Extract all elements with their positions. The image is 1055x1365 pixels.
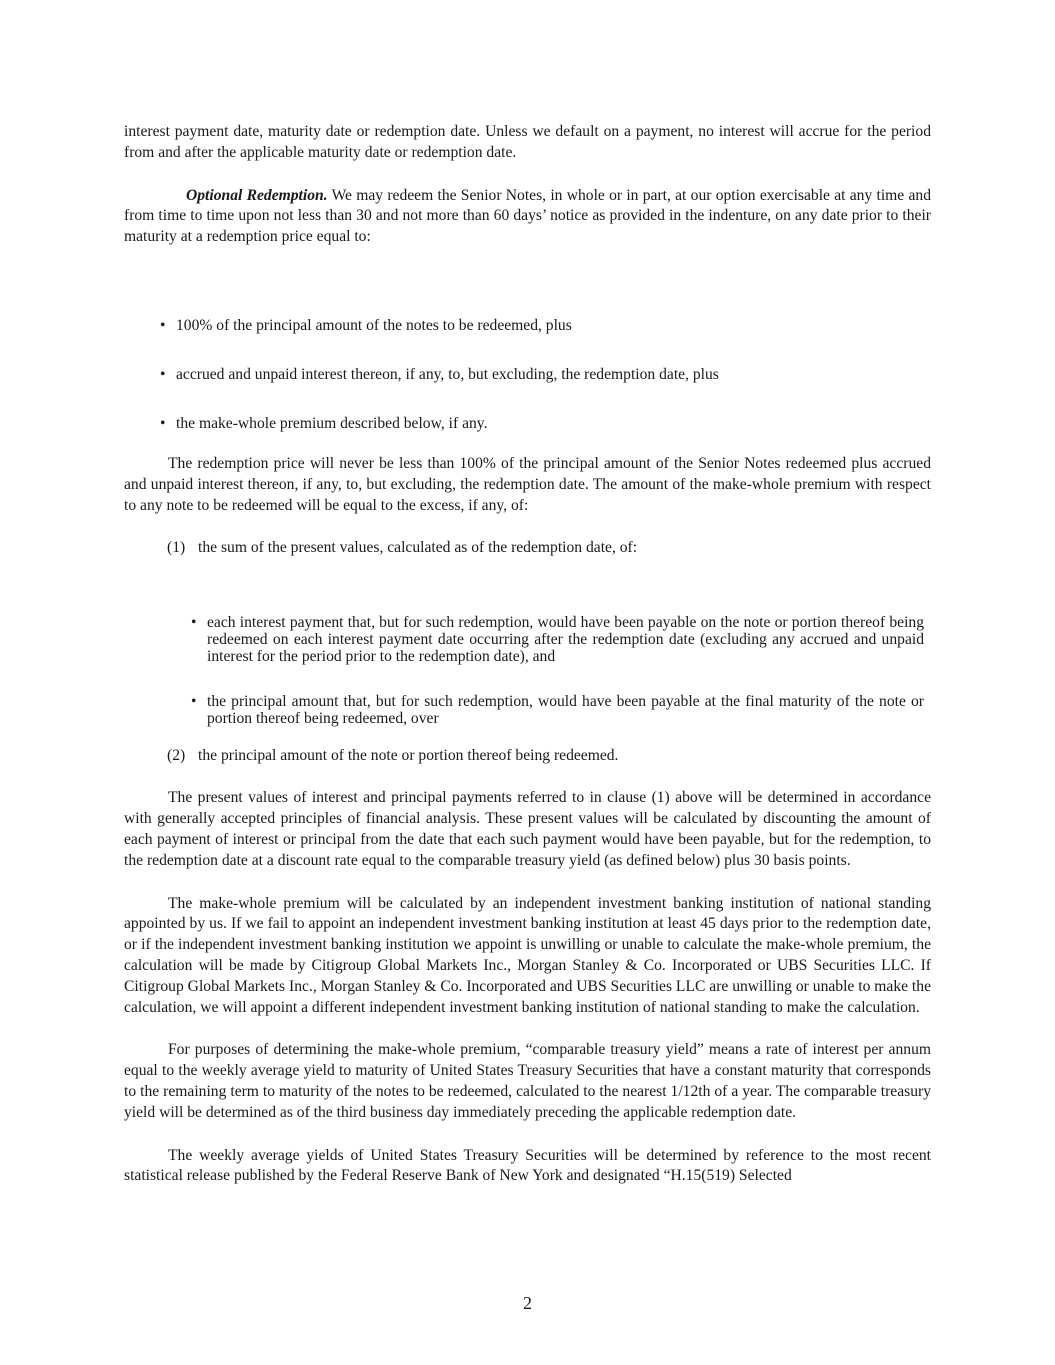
present-values-paragraph: The present values of interest and principal payments referred to in clause (1) above will be determined in accordance with generally accepted principles of financial analysis. These present values will be calculated by discounting the amount of each payment of interest or principal from the date that each such payment would have been payable, but for the redemption, to the redemption date at a discount rate equal to the comparable treasury yield (as defined below) plus 30 basis points. [124,789,931,869]
list-item-text: 100% of the principal amount of the notes to be redeemed, plus [176,316,572,334]
clause-text: the principal amount of the note or portion thereof being redeemed. [198,746,619,764]
bullet-marker: • [160,414,166,432]
weekly-yields-paragraph: The weekly average yields of United States Treasury Securities will be determined by reference to the most recent statistical release published by the Federal Reserve Bank of New York and designated “H.15(519) Selected [124,1146,931,1185]
list-item [124,414,931,435]
bullet-marker: • [191,693,197,711]
list-item-text: each interest payment that, but for such redemption, would have been payable on the note or portion thereof being redeemed on each interest payment date occurring after the redemption date (excluding any accrued and unpaid interest for the period prior to the redemption date), and [207,613,924,665]
bullet-marker: • [160,365,166,383]
clause-1-list [124,614,931,728]
list-item-text: the make-whole premium described below, if any. [176,414,488,432]
make-whole-paragraph: The make-whole premium will be calculated by an independent investment banking institution of national standing appointed by us. If we fail to appoint an independent investment banking institution at least 45 days prior to the redemption date, or if the independent investment banking institution we appoint is unwilling or unable to calculate the make-whole premium, the calculation will be made by Citigroup Global Markets Inc., Morgan Stanley & Co. Incorporated or UBS Securities LLC. If Citigroup Global Markets Inc., Morgan Stanley & Co. Incorporated and UBS Securities LLC are unwilling or unable to make the calculation, we will appoint a different independent investment banking institution of national standing to make the calculation. [124,894,931,1016]
list-item-text: the principal amount that, but for such redemption, would have been payable at the final maturity of the note or portion thereof being redeemed, over [207,693,924,728]
redemption-price-paragraph: The redemption price will never be less than 100% of the principal amount of the Senior Notes redeemed plus accrued and unpaid interest thereon, if any, to, but excluding, the redemption date. The amount of the make-whole premium with respect to any note to be redeemed will be equal to the excess, if any, of: [124,455,931,514]
bullet-marker: • [191,613,197,631]
list-item [124,316,931,337]
optional-redemption-paragraph [124,186,931,248]
list-item-text: accrued and unpaid interest thereon, if any, to, but excluding, the redemption date, plus [176,365,719,383]
list-item [124,614,924,666]
treasury-yield-paragraph: For purposes of determining the make-whole premium, “comparable treasury yield” means a rate of interest per annum equal to the weekly average yield to maturity of United States Treasury Securities that have a constant maturity that corresponds to the remaining term to maturity of the notes to be redeemed, calculated to the nearest 1/12th of a year. The comparable treasury yield will be determined as of the third business day immediately preceding the applicable redemption date. [124,1041,931,1121]
redemption-price-list [124,316,931,434]
clause-number: (1) [167,538,186,556]
clause-2 [124,746,931,767]
bullet-marker: • [160,316,166,334]
intro-paragraph: interest payment date, maturity date or redemption date. Unless we default on a payment, no interest will accrue for the period from and after the applicable maturity date or redemption date. [124,123,931,161]
optional-redemption-heading: Optional Redemption. [186,186,328,204]
clause-text: the sum of the present values, calculated as of the redemption date, of: [198,538,638,556]
optional-redemption-text: We may redeem the Senior Notes, in whole or in part, at our option exercisable at any time and from time to time upon not less than 30 and not more than 60 days’ notice as provided in the indenture, on any date prior to their maturity at a redemption price equal to: [124,186,931,246]
page-number: 2 [523,1293,532,1313]
list-item [124,365,931,386]
list-item [124,693,924,727]
clause-1 [124,538,931,559]
clause-number: (2) [167,746,186,764]
